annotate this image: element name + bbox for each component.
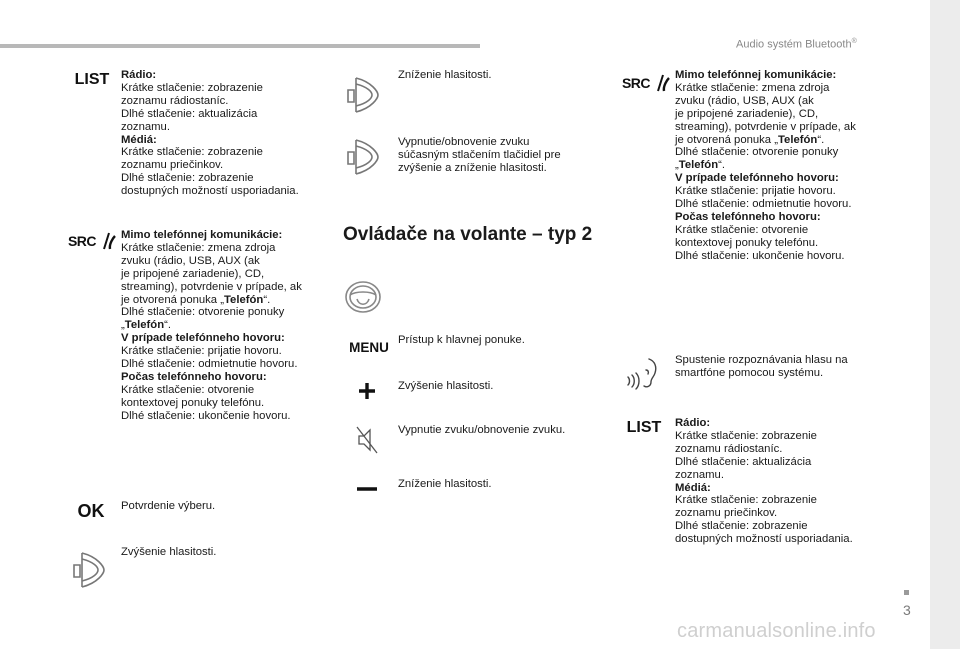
plus-icon bbox=[358, 382, 376, 400]
plus-description: Zvýšenie hlasitosti. bbox=[398, 380, 494, 392]
list-description: Rádio: Krátke stlačenie: zobrazenie zoznamu rádiostaníc. Dlhé stlačenie: aktualizácia zoznamu. Médiá: Krátke stlačenie: zobrazenie zoznamu priečinkov. Dlhé stlačenie: zobrazenie dostupných možností usporiadania. bbox=[121, 69, 299, 198]
list-description-2: Rádio: Krátke stlačenie: zobrazenie zoznamu rádiostaníc. Dlhé stlačenie: aktualizácia zoznamu. Médiá: Krátke stlačenie: zobrazenie zoznamu priečinkov. Dlhé stlačenie: zobrazenie dostupných možností usporiadania. bbox=[675, 417, 853, 546]
page-number: 3 bbox=[903, 602, 911, 618]
page-header-title: Audio systém Bluetooth® bbox=[736, 38, 857, 51]
mute-description: Vypnutie/obnovenie zvuku súčasným stlačením tlačidiel pre zvýšenie a zníženie hlasitosti. bbox=[398, 136, 561, 174]
volume-down-description: Zníženie hlasitosti. bbox=[398, 69, 492, 81]
menu-icon: MENU bbox=[349, 339, 389, 355]
ok-description: Potvrdenie výberu. bbox=[121, 500, 216, 512]
voice-recognition-icon bbox=[624, 355, 660, 391]
menu-description: Prístup k hlavnej ponuke. bbox=[398, 334, 525, 346]
src-description-2: Mimo telefónnej komunikácie: Krátke stlačenie: zmena zdroja zvuku (rádio, USB, AUX (ak je pripojené zariadenie), CD, streaming), potvrdenie v prípade, ak je otvorená ponuka „Telefón“. Dlhé stlačenie: otvorenie ponuky „Telefón“. V prípade telefónneho hovoru: Krátke stlačenie: prijatie hovoru. Dlhé stlačenie: odmietnutie hovoru. Počas telefónneho hovoru: Krátke stlačenie: otvorenie kontextovej ponuky telefónu. Dlhé stlačenie: ukončenie hovoru. bbox=[675, 69, 856, 262]
volume-down-thumbwheel-icon bbox=[342, 74, 384, 116]
watermark: carmanualsonline.info bbox=[677, 620, 876, 642]
voice-description: Spustenie rozpoznávania hlasu na smartfóne pomocou systému. bbox=[675, 354, 848, 379]
list-icon: LIST bbox=[74, 71, 110, 88]
mute2-description: Vypnutie zvuku/obnovenie zvuku. bbox=[398, 424, 566, 436]
page-marker bbox=[904, 590, 909, 595]
mute-thumbwheel-icon bbox=[342, 136, 384, 178]
section-heading: Ovládače na volante – typ 2 bbox=[343, 224, 593, 245]
src-description: Mimo telefónnej komunikácie: Krátke stlačenie: zmena zdroja zvuku (rádio, USB, AUX (ak je pripojené zariadenie), CD, streaming), potvrdenie v prípade, ak je otvorená ponuka „Telefón“. Dlhé stlačenie: otvorenie ponuky „Telefón“. V prípade telefónneho hovoru: Krátke stlačenie: prijatie hovoru. Dlhé stlačenie: odmietnutie hovoru. Počas telefónneho hovoru: Krátke stlačenie: otvorenie kontextovej ponuky telefónu. Dlhé stlačenie: ukončenie hovoru. bbox=[121, 229, 302, 422]
steering-wheel-icon bbox=[343, 279, 383, 315]
minus-description: Zníženie hlasitosti. bbox=[398, 478, 492, 490]
mute-speaker-icon bbox=[356, 425, 378, 455]
src-phone-icon-2: SRC bbox=[620, 72, 672, 94]
volume-up-thumbwheel-icon bbox=[68, 549, 110, 591]
src-phone-icon: SRC bbox=[66, 230, 118, 252]
volume-up-description: Zvýšenie hlasitosti. bbox=[121, 546, 217, 558]
minus-icon bbox=[357, 486, 377, 492]
list-icon-2: LIST bbox=[626, 419, 662, 436]
header-rule bbox=[0, 44, 480, 48]
ok-icon: OK bbox=[77, 500, 105, 521]
page-edge-strip bbox=[930, 0, 960, 649]
